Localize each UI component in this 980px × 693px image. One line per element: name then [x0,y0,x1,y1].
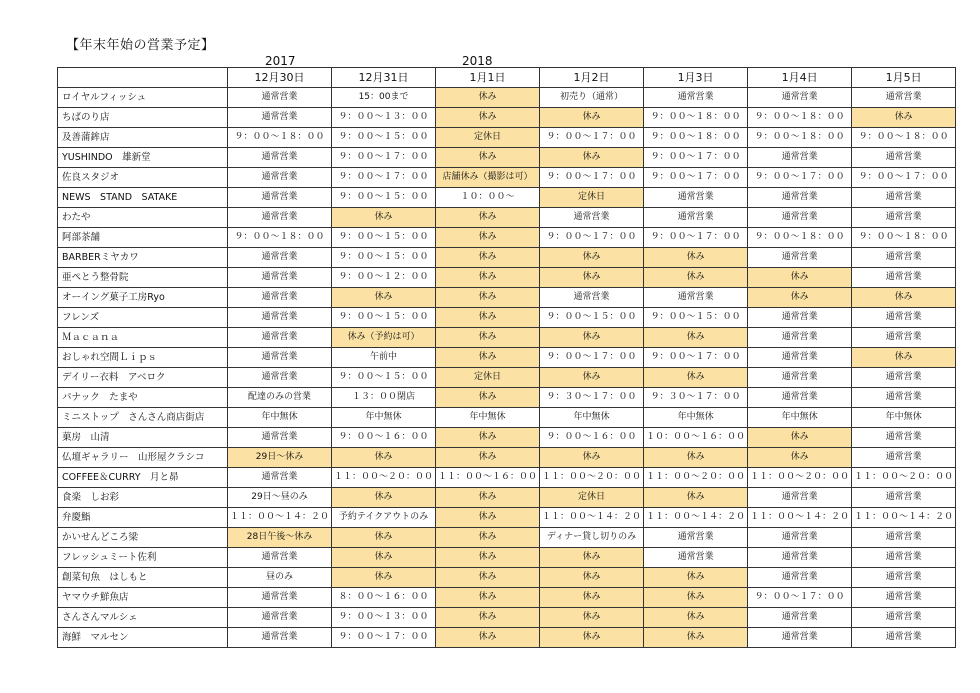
table-row [58,368,956,388]
schedule-cell: 通常営業 [228,628,332,648]
schedule-cell: ９：００～１５：００ [332,368,436,388]
closed-cell: 休み [540,548,644,568]
date-header: 1月2日 [540,68,644,88]
table-row [58,308,956,328]
closed-cell: 休み [540,588,644,608]
schedule-cell: 通常営業 [748,208,852,228]
schedule-cell: 通常営業 [852,488,956,508]
schedule-cell: ９：００～１８：００ [228,128,332,148]
date-header: 1月5日 [852,68,956,88]
schedule-cell: 通常営業 [644,528,748,548]
schedule-cell: ９：００～１７：００ [644,168,748,188]
closed-cell: 休み [436,568,540,588]
table-row [58,108,956,128]
shop-name: 亜ぺとう整骨院 [58,268,228,288]
shop-name: わたや [58,208,228,228]
closed-cell: 休み（予約は可） [332,328,436,348]
schedule-cell: 通常営業 [644,88,748,108]
schedule-cell: 年中無休 [540,408,644,428]
schedule-cell: 年中無休 [748,408,852,428]
schedule-cell: ９：００～１５：００ [332,228,436,248]
closed-cell: 定休日 [436,368,540,388]
schedule-cell: ９：００～１５：００ [332,188,436,208]
closed-cell: 店舗休み（撮影は可） [436,168,540,188]
closed-cell: 休み [540,608,644,628]
schedule-cell: 年中無休 [436,408,540,428]
closed-cell: 休み [644,628,748,648]
schedule-cell: 通常営業 [748,628,852,648]
schedule-cell: 通常営業 [228,308,332,328]
schedule-cell: 初売り（通常） [540,88,644,108]
shop-name: YUSHINDO 雄新堂 [58,148,228,168]
schedule-cell: １１：００～２０：００ [644,468,748,488]
schedule-cell: 29日～昼のみ [228,488,332,508]
closed-cell: 休み [540,248,644,268]
closed-cell: 休み [332,288,436,308]
schedule-cell: 通常営業 [748,148,852,168]
table-row [58,628,956,648]
date-header: 12月30日 [228,68,332,88]
schedule-cell: 通常営業 [852,608,956,628]
schedule-cell: 通常営業 [748,188,852,208]
closed-cell: 休み [436,268,540,288]
closed-cell: 休み [644,248,748,268]
schedule-cell: 15：00まで [332,88,436,108]
closed-cell: 休み [332,568,436,588]
schedule-cell: 配達のみの営業 [228,388,332,408]
table-row [58,388,956,408]
closed-cell: 休み [332,548,436,568]
schedule-cell: 通常営業 [748,308,852,328]
closed-cell: 休み [436,108,540,128]
closed-cell: 休み [436,88,540,108]
shop-name: ミニストップ さんさん商店街店 [58,408,228,428]
table-row [58,288,956,308]
schedule-cell: 昼のみ [228,568,332,588]
schedule-cell: 通常営業 [852,188,956,208]
closed-cell: 休み [852,288,956,308]
schedule-cell: ９：００～１８：００ [852,128,956,148]
schedule-cell: 通常営業 [852,588,956,608]
table-row [58,428,956,448]
schedule-cell: 通常営業 [852,368,956,388]
closed-cell: 休み [436,448,540,468]
schedule-cell: 年中無休 [852,408,956,428]
shop-name: 及善蒲鉾店 [58,128,228,148]
schedule-cell: ９：００～１８：００ [644,108,748,128]
closed-cell: 休み [540,328,644,348]
schedule-cell: １０：００～ [436,188,540,208]
schedule-cell: １１：００～１４：２０ [228,508,332,528]
table-row [58,128,956,148]
closed-cell: 休み [436,508,540,528]
closed-cell: 休み [644,448,748,468]
shop-name: フレンズ [58,308,228,328]
schedule-cell: 通常営業 [644,548,748,568]
schedule-cell: 通常営業 [644,288,748,308]
closed-cell: 休み [436,348,540,368]
closed-cell: 休み [436,608,540,628]
schedule-cell: ９：００～１３：００ [332,108,436,128]
table-row [58,188,956,208]
schedule-cell: ９：００～１５：００ [540,308,644,328]
closed-cell: 休み [644,268,748,288]
closed-cell: 休み [436,288,540,308]
schedule-cell: ９：００～１８：００ [852,228,956,248]
table-row [58,408,956,428]
date-header: 1月3日 [644,68,748,88]
closed-cell: 休み [540,568,644,588]
year-label-2018: 2018 [462,54,493,68]
schedule-cell: 通常営業 [228,248,332,268]
schedule-cell: ９：００～１８：００ [644,128,748,148]
schedule-cell: ９：００～１５：００ [332,308,436,328]
table-row [58,248,956,268]
closed-cell: 休み [436,148,540,168]
schedule-cell: 通常営業 [748,368,852,388]
shop-name: パナック たまや [58,388,228,408]
closed-cell: 休み [436,428,540,448]
closed-cell: 休み [748,268,852,288]
schedule-cell: ９：００～１７：００ [332,148,436,168]
closed-cell: 29日～休み [228,448,332,468]
shop-name: 菓房 山清 [58,428,228,448]
closed-cell: 休み [644,568,748,588]
year-label-2017: 2017 [265,54,296,68]
schedule-cell: ９：００～１５：００ [644,308,748,328]
closed-cell: 休み [644,608,748,628]
schedule-cell: ８：００～１６：００ [332,588,436,608]
closed-cell: 休み [436,308,540,328]
schedule-cell: 年中無休 [332,408,436,428]
table-row [58,328,956,348]
table-row [58,268,956,288]
schedule-cell: 通常営業 [228,468,332,488]
schedule-cell: ９：３０～１７：００ [644,388,748,408]
schedule-cell: 午前中 [332,348,436,368]
schedule-cell: ９：３０～１７：００ [540,388,644,408]
date-header: 1月1日 [436,68,540,88]
shop-name: さんさんマルシェ [58,608,228,628]
schedule-cell: 通常営業 [852,548,956,568]
closed-cell: 休み [332,528,436,548]
schedule-cell: ９：００～１７：００ [852,168,956,188]
schedule-cell: ９：００～１８：００ [748,128,852,148]
shop-name: フレッシュミート佐利 [58,548,228,568]
closed-cell: 休み [852,348,956,368]
shop-name: 食楽 しお彩 [58,488,228,508]
shop-name: かいせんどころ梁 [58,528,228,548]
schedule-body [58,88,956,648]
closed-cell: 休み [436,208,540,228]
schedule-cell: 通常営業 [852,448,956,468]
schedule-cell: ９：００～１７：００ [540,168,644,188]
closed-cell: 定休日 [540,188,644,208]
schedule-cell: 通常営業 [228,608,332,628]
shop-name: おしゃれ空間Ｌｉｐｓ [58,348,228,368]
closed-cell: 休み [436,328,540,348]
closed-cell: 休み [436,228,540,248]
table-row [58,548,956,568]
schedule-cell: １１：００～１６：００ [436,468,540,488]
closed-cell: 休み [644,328,748,348]
shop-name: ロイヤルフィッシュ [58,88,228,108]
shop-name: COFFEE＆CURRY 月と昴 [58,468,228,488]
schedule-cell: 年中無休 [228,408,332,428]
schedule-cell: １１：００～２０：００ [852,468,956,488]
schedule-cell: ９：００～１７：００ [540,348,644,368]
table-row [58,448,956,468]
table-row [58,88,956,108]
schedule-cell: 通常営業 [228,548,332,568]
schedule-cell: 通常営業 [748,88,852,108]
schedule-cell: 通常営業 [748,548,852,568]
schedule-cell: 通常営業 [228,368,332,388]
closed-cell: 休み [332,208,436,228]
schedule-cell: ９：００～１７：００ [540,228,644,248]
schedule-cell: １３：００閉店 [332,388,436,408]
shop-name: ヤマウチ鮮魚店 [58,588,228,608]
schedule-cell: 通常営業 [228,208,332,228]
shop-name: オーイング菓子工房Ryo [58,288,228,308]
closed-cell: 休み [436,248,540,268]
schedule-cell: 通常営業 [748,568,852,588]
schedule-cell: ９：００～１５：００ [332,128,436,148]
schedule-cell: 通常営業 [852,268,956,288]
schedule-cell: 通常営業 [748,528,852,548]
schedule-cell: 通常営業 [748,608,852,628]
table-row [58,228,956,248]
closed-cell: 定休日 [540,488,644,508]
shop-name: 佐良スタジオ [58,168,228,188]
table-row [58,588,956,608]
closed-cell: 休み [540,268,644,288]
shop-name: ちばのり店 [58,108,228,128]
closed-cell: 休み [436,588,540,608]
table-row [58,208,956,228]
schedule-cell: ９：００～１７：００ [332,628,436,648]
header-corner-cell [58,68,228,88]
shop-name: 弁慶鮨 [58,508,228,528]
page-title: 【年末年始の営業予定】 [66,38,215,53]
shop-name: 創菜旬魚 はしもと [58,568,228,588]
schedule-cell: 通常営業 [852,88,956,108]
shop-name: 阿部茶舗 [58,228,228,248]
schedule-cell: ９：００～１６：００ [540,428,644,448]
table-row [58,568,956,588]
table-row [58,148,956,168]
closed-cell: 休み [540,368,644,388]
date-header: 12月31日 [332,68,436,88]
closed-cell: 休み [540,448,644,468]
schedule-cell: 通常営業 [852,328,956,348]
closed-cell: 休み [540,108,644,128]
closed-cell: 休み [436,388,540,408]
schedule-cell: １１：００～２０：００ [540,468,644,488]
shop-name: 仏壇ギャラリー 山形屋クラシコ [58,448,228,468]
schedule-cell: 年中無休 [644,408,748,428]
schedule-cell: 通常営業 [852,628,956,648]
closed-cell: 休み [436,548,540,568]
closed-cell: 休み [748,428,852,448]
date-header: 1月4日 [748,68,852,88]
schedule-cell: １１：００～１４：２０ [852,508,956,528]
closed-cell: 休み [332,488,436,508]
schedule-cell: 通常営業 [748,328,852,348]
schedule-cell: ９：００～１７：００ [332,168,436,188]
schedule-cell: 通常営業 [748,488,852,508]
table-row [58,528,956,548]
schedule-cell: 通常営業 [852,148,956,168]
schedule-cell: 通常営業 [228,588,332,608]
closed-cell: 休み [644,588,748,608]
schedule-cell: １１：００～１４：２０ [540,508,644,528]
schedule-cell: ９：００～１７：００ [748,588,852,608]
schedule-cell: 通常営業 [540,208,644,228]
schedule-cell: 通常営業 [228,188,332,208]
shop-name: Ｍａｃａｎａ [58,328,228,348]
schedule-cell: 通常営業 [644,208,748,228]
schedule-cell: 通常営業 [228,148,332,168]
schedule-cell: ９：００～１８：００ [748,108,852,128]
closed-cell: 休み [436,488,540,508]
schedule-cell: ９：００～１７：００ [644,148,748,168]
table-row [58,468,956,488]
schedule-cell: ９：００～１６：００ [332,428,436,448]
schedule-cell: １１：００～２０：００ [748,468,852,488]
shop-name: デイリー衣料 アベロク [58,368,228,388]
closed-cell: 休み [540,148,644,168]
schedule-table [57,67,956,648]
schedule-cell: １１：００～２０：００ [332,468,436,488]
schedule-cell: ９：００～１７：００ [644,228,748,248]
schedule-cell: ９：００～１３：００ [332,608,436,628]
schedule-cell: 通常営業 [852,208,956,228]
shop-name: BARBERミヤカワ [58,248,228,268]
schedule-cell: １０：００～１６：００ [644,428,748,448]
schedule-cell: 通常営業 [644,188,748,208]
schedule-cell: 予約テイクアウトのみ [332,508,436,528]
table-row [58,608,956,628]
schedule-cell: 通常営業 [228,168,332,188]
schedule-cell: 通常営業 [748,248,852,268]
schedule-cell: １１：００～１４：２０ [644,508,748,528]
schedule-cell: 通常営業 [228,88,332,108]
closed-cell: 休み [748,288,852,308]
closed-cell: 休み [644,488,748,508]
schedule-cell: 通常営業 [852,248,956,268]
closed-cell: 休み [644,368,748,388]
schedule-cell: ９：００～１７：００ [748,168,852,188]
shop-name: 海鮮 マルセン [58,628,228,648]
schedule-cell: ９：００～１２：００ [332,268,436,288]
header-row [58,68,956,88]
schedule-cell: 通常営業 [228,288,332,308]
schedule-cell: 通常営業 [748,388,852,408]
closed-cell: 休み [852,108,956,128]
shop-name: NEWS STAND SATAKE [58,188,228,208]
closed-cell: 休み [436,628,540,648]
schedule-cell: 通常営業 [852,568,956,588]
schedule-cell: ディナー貸し切りのみ [540,528,644,548]
schedule-cell: ９：００～１７：００ [540,128,644,148]
closed-cell: 休み [540,628,644,648]
closed-cell: 28日午後～休み [228,528,332,548]
schedule-cell: 通常営業 [852,388,956,408]
schedule-cell: ９：００～１５：００ [332,248,436,268]
schedule-cell: 通常営業 [748,348,852,368]
schedule-cell: ９：００～１８：００ [228,228,332,248]
table-row [58,488,956,508]
schedule-cell: 通常営業 [228,268,332,288]
schedule-cell: 通常営業 [228,108,332,128]
table-row [58,348,956,368]
closed-cell: 休み [332,448,436,468]
schedule-cell: ９：００～１７：００ [644,348,748,368]
schedule-cell: １１：００～１４：２０ [748,508,852,528]
schedule-cell: 通常営業 [852,528,956,548]
schedule-cell: 通常営業 [540,288,644,308]
table-row [58,508,956,528]
closed-cell: 定休日 [436,128,540,148]
closed-cell: 休み [748,448,852,468]
schedule-cell: ９：００～１８：００ [748,228,852,248]
schedule-cell: 通常営業 [228,348,332,368]
schedule-cell: 通常営業 [228,328,332,348]
schedule-cell: 通常営業 [228,428,332,448]
closed-cell: 休み [436,528,540,548]
schedule-cell: 通常営業 [852,308,956,328]
schedule-cell: 通常営業 [852,428,956,448]
table-row [58,168,956,188]
